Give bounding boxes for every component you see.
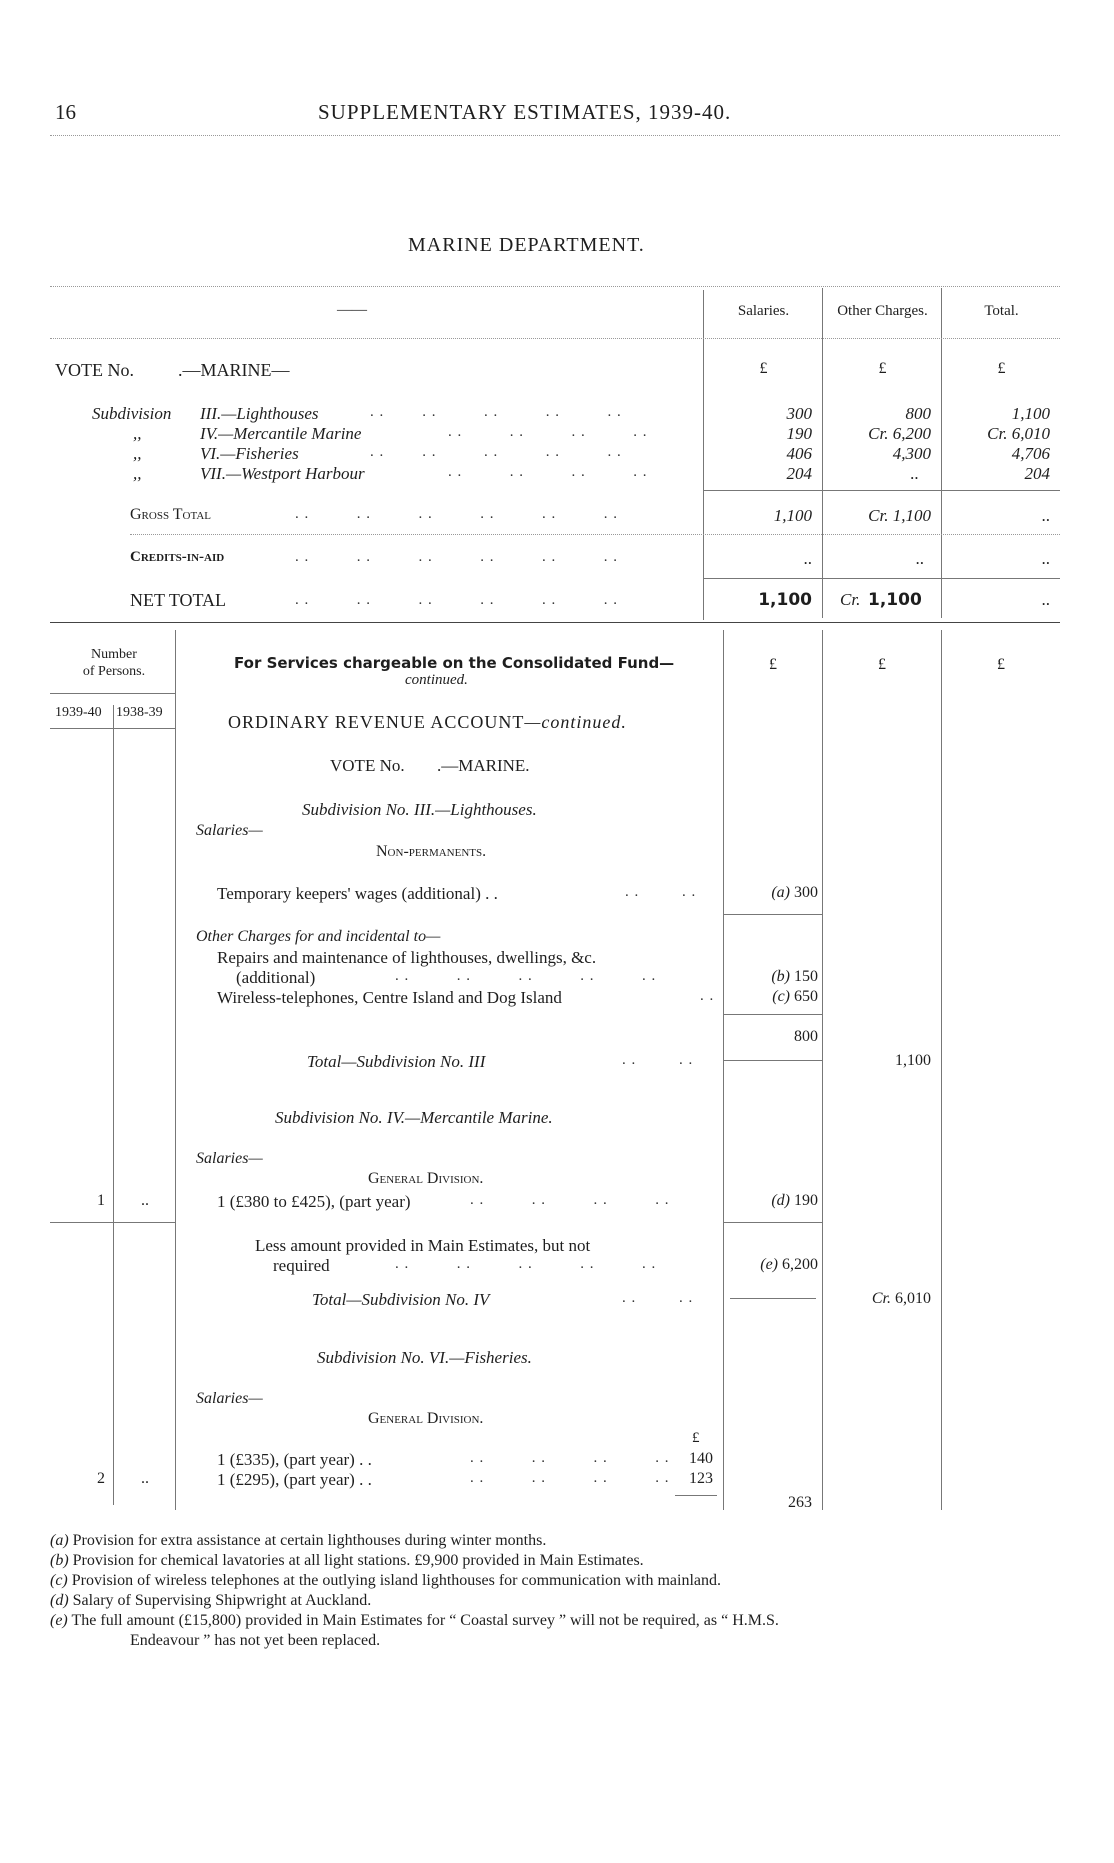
detail-vote-label: VOTE No. (330, 756, 405, 775)
line-item: (additional) (236, 968, 316, 987)
salaries-label: Salaries— (196, 822, 263, 839)
class-label: Non-permanents. (376, 843, 487, 860)
salaries-label: Salaries— (196, 1390, 263, 1407)
line-amount: (e) 6,200 (760, 1256, 818, 1273)
footnote-continuation: Endeavour ” has not yet been replaced. (130, 1632, 381, 1649)
year-1939-40: 1939-40 (55, 705, 102, 720)
year-1938-39: 1938-39 (116, 705, 163, 720)
line-amount: (d) 190 (771, 1192, 818, 1209)
header-rule (50, 135, 1060, 136)
subdivision-vi-title: Subdivision No. VI.—Fisheries. (317, 1348, 532, 1367)
line-item: 1 (£380 to £425), (part year) (217, 1192, 411, 1211)
currency-mark: £ (692, 1430, 700, 1446)
line-item: 1 (£335), (part year) . . (217, 1450, 372, 1469)
footnote: (b) Provision for chemical lavatories at all light stations. £9,900 provided in Main Estimates. (50, 1552, 644, 1569)
line-amount: (a) 300 (771, 884, 818, 901)
line-amount: 140 (689, 1450, 713, 1467)
department-title: MARINE DEPARTMENT. (408, 234, 645, 256)
total-label: Total—Subdivision No. IV (312, 1290, 490, 1309)
vote-name: .—MARINE— (178, 360, 290, 380)
vote-label: VOTE No. (55, 360, 134, 380)
line-amount: (b) 150 (771, 968, 818, 985)
subtotal: 800 (794, 1028, 818, 1045)
other-charges-label: Other Charges for and incidental to— (196, 928, 441, 945)
line-item: Temporary keepers' wages (additional) . . (217, 884, 498, 903)
persons-count: 2 (97, 1470, 105, 1487)
persons-count: .. (141, 1470, 149, 1487)
line-item: Repairs and maintenance of lighthouses, dwellings, &c. (217, 948, 597, 967)
persons-count: .. (141, 1192, 149, 1209)
footnote: (c) Provision of wireless telephones at the outlying island lighthouses for communication with mainland. (50, 1572, 721, 1589)
class-label: General Division. (368, 1410, 484, 1427)
running-title: SUPPLEMENTARY ESTIMATES, 1939-40. (318, 100, 732, 124)
persons-count: 1 (97, 1192, 105, 1209)
subdivision-iii-title: Subdivision No. III.—Lighthouses. (302, 800, 537, 819)
heading-continued: continued. (405, 672, 468, 688)
salaries-label: Salaries— (196, 1150, 263, 1167)
total-label: Total—Subdivision No. III (307, 1052, 486, 1071)
line-item: Wireless-telephones, Centre Island and Dog Island (217, 988, 562, 1007)
persons-header: of Persons. (82, 664, 146, 679)
currency-mark: £ (769, 656, 777, 673)
footnote: (d) Salary of Supervising Shipwright at Auckland. (50, 1592, 372, 1609)
footnote: (a) Provision for extra assistance at certain lighthouses during winter months. (50, 1532, 547, 1549)
subdivision-total: 1,100 (895, 1052, 931, 1069)
currency-mark: £ (759, 360, 768, 377)
line-amount: 123 (689, 1470, 713, 1487)
class-label: General Division. (368, 1170, 484, 1187)
other-charges-header: Other Charges. (837, 303, 928, 319)
line-amount: (c) 650 (772, 988, 818, 1005)
currency-mark: £ (997, 656, 1005, 673)
total-header: Total. (984, 303, 1019, 319)
line-item: required (273, 1256, 330, 1275)
currency-mark: £ (878, 656, 886, 673)
subdivision-total: Cr. 6,010 (871, 1290, 931, 1307)
summary-blank-header: —— (337, 302, 367, 318)
footnote: (e) The full amount (£15,800) provided in Main Estimates for “ Coastal survey ” will not be required, as “ H.M.S. (50, 1612, 779, 1629)
currency-mark: £ (997, 360, 1006, 377)
line-item: 1 (£295), (part year) . . (217, 1470, 372, 1489)
line-item: Less amount provided in Main Estimates, but not (255, 1236, 591, 1255)
account-title: ORDINARY REVENUE ACCOUNT—continued. (228, 712, 627, 732)
detail-vote-name: .—MARINE. (437, 756, 530, 775)
consolidated-fund-heading: For Services chargeable on the Consolidated Fund— (234, 654, 675, 672)
subtotal: 263 (788, 1494, 812, 1511)
currency-mark: £ (878, 360, 887, 377)
salaries-header: Salaries. (737, 303, 790, 319)
page-number: 16 (55, 100, 76, 124)
subdivision-iv-title: Subdivision No. IV.—Mercantile Marine. (275, 1108, 553, 1127)
persons-header: Number (91, 647, 137, 662)
